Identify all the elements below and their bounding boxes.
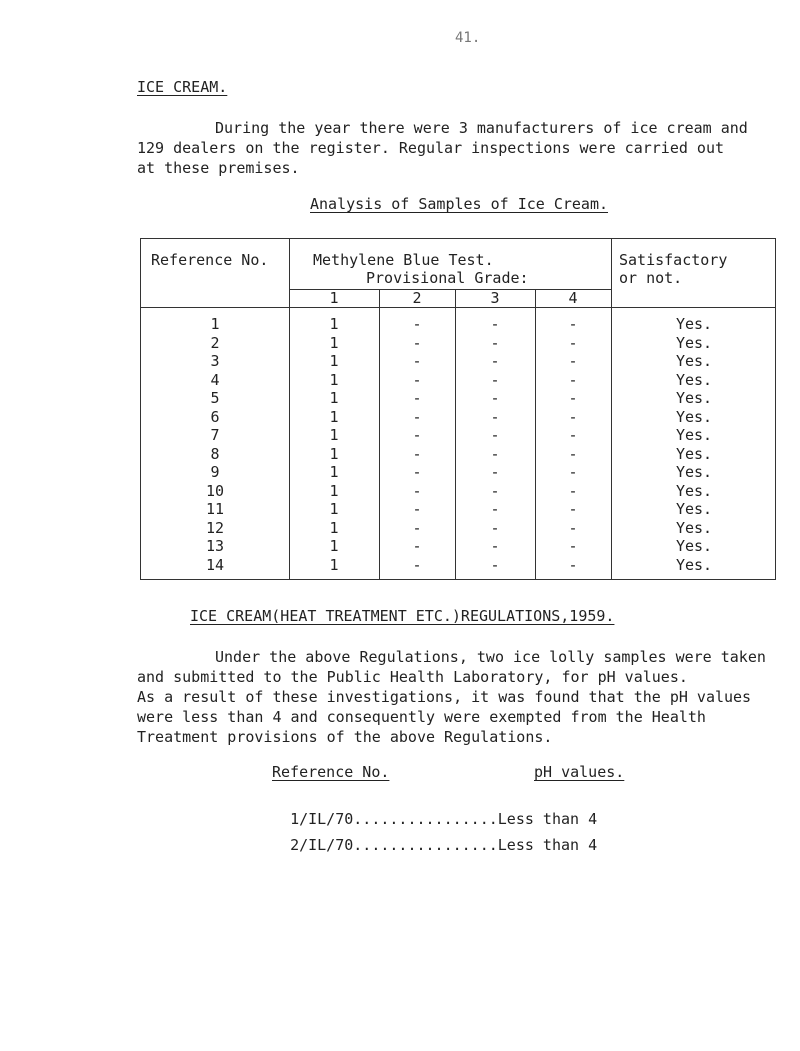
- cell-satisfactory: Yes.: [675, 463, 713, 481]
- cell-reference: 4: [210, 370, 220, 389]
- cell-grade-2: -: [412, 444, 422, 463]
- header-satisfactory: Satisfactory: [619, 251, 728, 269]
- cell-reference: 13: [205, 537, 225, 555]
- cell-grade-3: -: [490, 352, 500, 370]
- cell-grade-4: -: [568, 407, 578, 426]
- samples-table: [140, 238, 776, 580]
- cell-grade-4: -: [568, 500, 578, 518]
- ph-row-ref: 1/IL/70: [290, 810, 354, 828]
- cell-reference: 8: [210, 444, 220, 463]
- section-title: ICE CREAM.: [137, 78, 228, 96]
- cell-grade-4: -: [568, 315, 578, 333]
- cell-grade-2: -: [412, 537, 422, 555]
- cell-grade-2: -: [412, 352, 422, 370]
- cell-grade-3: -: [490, 481, 500, 500]
- cell-satisfactory: Yes.: [675, 500, 713, 518]
- cell-grade-1: 1: [329, 537, 339, 555]
- cell-grade-2: -: [412, 500, 422, 518]
- cell-grade-2: -: [412, 426, 422, 444]
- ph-row-value: Less than 4: [497, 836, 598, 854]
- cell-grade-4: -: [568, 537, 578, 555]
- cell-grade-3: -: [490, 537, 500, 555]
- cell-grade-3: -: [490, 518, 500, 537]
- cell-reference: 2: [210, 333, 220, 352]
- cell-satisfactory: Yes.: [675, 444, 713, 463]
- cell-grade-1: 1: [329, 370, 339, 389]
- cell-satisfactory: Yes.: [675, 426, 713, 444]
- grade-header-3: 3: [490, 289, 500, 307]
- ph-row: [272, 818, 597, 854]
- cell-grade-3: -: [490, 426, 500, 444]
- cell-grade-2: -: [412, 463, 422, 481]
- cell-reference: 11: [205, 500, 225, 518]
- cell-grade-1: 1: [329, 518, 339, 537]
- cell-satisfactory: Yes.: [675, 555, 713, 574]
- cell-grade-1: 1: [329, 463, 339, 481]
- cell-grade-2: -: [412, 407, 422, 426]
- ph-row-value: Less than 4: [497, 810, 598, 828]
- cell-reference: 6: [210, 407, 220, 426]
- cell-grade-1: 1: [329, 555, 339, 574]
- cell-grade-4: -: [568, 444, 578, 463]
- cell-grade-3: -: [490, 389, 500, 407]
- cell-satisfactory: Yes.: [675, 352, 713, 370]
- header-or-not: or not.: [619, 269, 683, 287]
- cell-grade-4: -: [568, 463, 578, 481]
- intro-line-2: 129 dealers on the register. Regular inspections were carried out: [137, 139, 724, 157]
- cell-grade-2: -: [412, 555, 422, 574]
- cell-grade-3: -: [490, 500, 500, 518]
- regulations-line-2: and submitted to the Public Health Laboratory, for pH values.: [137, 668, 688, 686]
- cell-reference: 7: [210, 426, 220, 444]
- header-reference: Reference No.: [151, 251, 269, 269]
- cell-grade-1: 1: [329, 315, 339, 333]
- cell-grade-1: 1: [329, 426, 339, 444]
- cell-grade-1: 1: [329, 500, 339, 518]
- cell-grade-2: -: [412, 333, 422, 352]
- cell-grade-3: -: [490, 444, 500, 463]
- cell-grade-4: -: [568, 370, 578, 389]
- ph-row-ref: 2/IL/70: [290, 836, 354, 854]
- cell-satisfactory: Yes.: [675, 407, 713, 426]
- cell-grade-4: -: [568, 333, 578, 352]
- cell-reference: 14: [205, 555, 225, 574]
- cell-satisfactory: Yes.: [675, 370, 713, 389]
- cell-grade-1: 1: [329, 389, 339, 407]
- ph-ref-header: Reference No.: [272, 763, 390, 781]
- cell-satisfactory: Yes.: [675, 389, 713, 407]
- cell-grade-4: -: [568, 389, 578, 407]
- cell-grade-4: -: [568, 481, 578, 500]
- cell-grade-1: 1: [329, 407, 339, 426]
- regulations-title: ICE CREAM(HEAT TREATMENT ETC.)REGULATIONS,1959.: [190, 607, 615, 625]
- cell-reference: 9: [210, 463, 220, 481]
- cell-grade-3: -: [490, 315, 500, 333]
- header-bottom-divider: [141, 307, 775, 308]
- intro-line-3: at these premises.: [137, 159, 300, 177]
- ph-values-header: pH values.: [534, 763, 625, 781]
- cell-grade-3: -: [490, 555, 500, 574]
- cell-grade-4: -: [568, 518, 578, 537]
- header-provisional-grade: Provisional Grade:: [366, 269, 529, 287]
- cell-grade-4: -: [568, 352, 578, 370]
- cell-reference: 12: [205, 518, 225, 537]
- cell-grade-1: 1: [329, 444, 339, 463]
- regulations-line-5: Treatment provisions of the above Regulations.: [137, 728, 553, 746]
- intro-line-1: During the year there were 3 manufacturers of ice cream and: [215, 119, 748, 137]
- cell-grade-4: -: [568, 555, 578, 574]
- cell-grade-2: -: [412, 315, 422, 333]
- cell-satisfactory: Yes.: [675, 518, 713, 537]
- cell-satisfactory: Yes.: [675, 537, 713, 555]
- page-number: 41.: [455, 30, 481, 46]
- grade-header-4: 4: [568, 289, 578, 307]
- grade-header-2: 2: [412, 289, 422, 307]
- cell-grade-3: -: [490, 463, 500, 481]
- cell-satisfactory: Yes.: [675, 481, 713, 500]
- cell-grade-1: 1: [329, 352, 339, 370]
- regulations-line-4: were less than 4 and consequently were exempted from the Health: [137, 708, 706, 726]
- cell-reference: 3: [210, 352, 220, 370]
- table-title: Analysis of Samples of Ice Cream.: [310, 195, 609, 213]
- cell-grade-3: -: [490, 407, 500, 426]
- cell-satisfactory: Yes.: [675, 333, 713, 352]
- cell-grade-3: -: [490, 333, 500, 352]
- regulations-line-1: Under the above Regulations, two ice lolly samples were taken: [215, 648, 766, 666]
- cell-grade-3: -: [490, 370, 500, 389]
- ph-row-leader: ................: [353, 836, 498, 854]
- cell-grade-2: -: [412, 481, 422, 500]
- cell-grade-2: -: [412, 370, 422, 389]
- cell-grade-1: 1: [329, 481, 339, 500]
- cell-grade-4: -: [568, 426, 578, 444]
- header-methylene: Methylene Blue Test.: [313, 251, 494, 269]
- ph-row-leader: ................: [353, 810, 498, 828]
- cell-grade-1: 1: [329, 333, 339, 352]
- cell-grade-2: -: [412, 518, 422, 537]
- cell-reference: 10: [205, 481, 225, 500]
- regulations-line-3: As a result of these investigations, it was found that the pH values: [137, 688, 752, 706]
- cell-satisfactory: Yes.: [675, 315, 713, 333]
- cell-reference: 1: [210, 315, 220, 333]
- grade-header-1: 1: [329, 289, 339, 307]
- cell-reference: 5: [210, 389, 220, 407]
- cell-grade-2: -: [412, 389, 422, 407]
